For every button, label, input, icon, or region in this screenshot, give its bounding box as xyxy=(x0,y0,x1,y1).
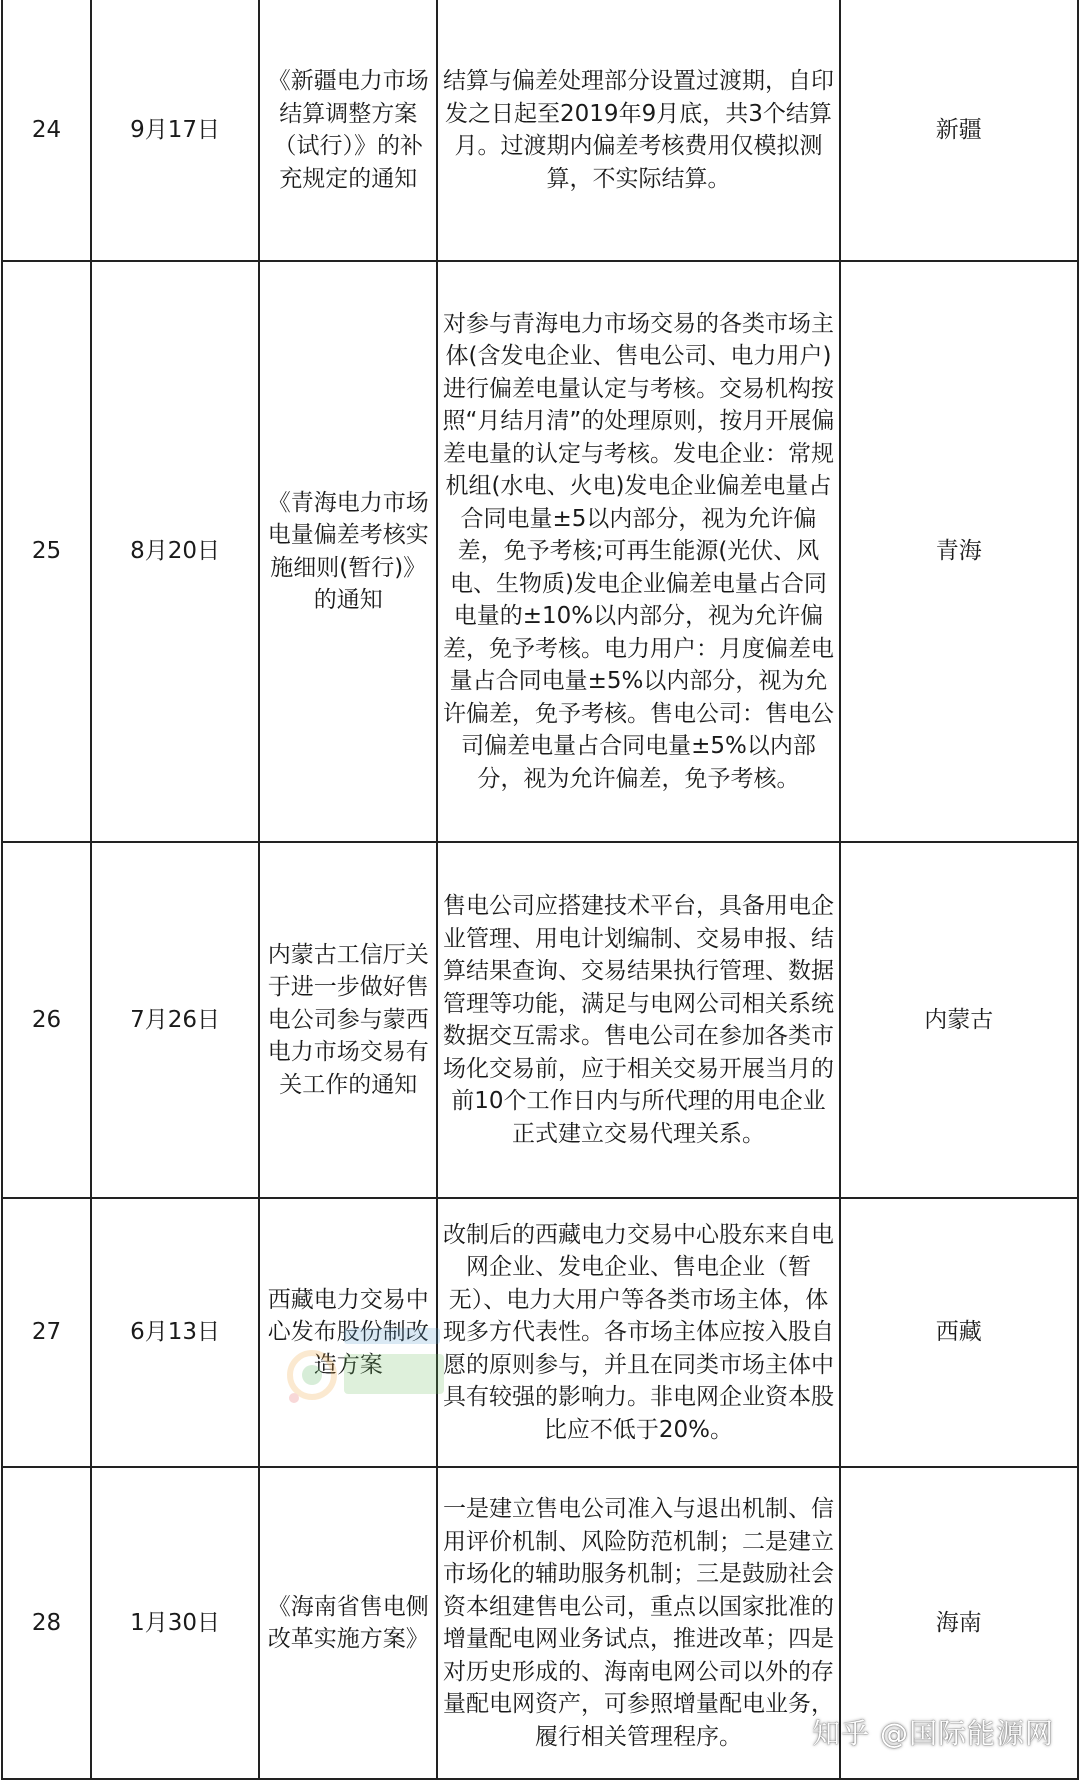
row-region: 青海 xyxy=(840,261,1078,842)
row-number: 25 xyxy=(2,261,91,842)
row-date: 8月20日 xyxy=(91,261,259,842)
row-policy-title: 《新疆电力市场结算调整方案（试行）》的补充规定的通知 xyxy=(259,0,437,261)
row-number: 28 xyxy=(2,1467,91,1779)
table-row xyxy=(2,261,1078,842)
row-policy-title: 内蒙古工信厅关于进一步做好售电公司参与蒙西电力市场交易有关工作的通知 xyxy=(259,842,437,1198)
row-policy-content: 改制后的西藏电力交易中心股东来自电网企业、发电企业、售电企业（暂无）、电力大用户等各类市场主体，体现多方代表性。各市场主体应按入股自愿的原则参与，并且在同类市场主体中具有较强的影响力。非电网企业资本股比应不低于20%。 xyxy=(437,1198,839,1467)
row-region: 西藏 xyxy=(840,1198,1078,1467)
row-policy-title: 《海南省售电侧改革实施方案》 xyxy=(259,1467,437,1779)
table-row xyxy=(2,1198,1078,1467)
row-date: 9月17日 xyxy=(91,0,259,261)
row-region: 内蒙古 xyxy=(840,842,1078,1198)
table-row xyxy=(2,842,1078,1198)
policy-table xyxy=(1,0,1079,1780)
row-policy-content: 结算与偏差处理部分设置过渡期，自印发之日起至2019年9月底，共3个结算月。过渡期内偏差考核费用仅模拟测算，不实际结算。 xyxy=(437,0,839,261)
table-row xyxy=(2,0,1078,261)
table-row xyxy=(2,1467,1078,1779)
watermark-platform: 知乎 xyxy=(812,1717,871,1750)
row-policy-title: 《青海电力市场电量偏差考核实施细则(暂行)》的通知 xyxy=(259,261,437,842)
row-date: 1月30日 xyxy=(91,1467,259,1779)
row-number: 27 xyxy=(2,1198,91,1467)
row-policy-content: 一是建立售电公司准入与退出机制、信用评价机制、风险防范机制；二是建立市场化的辅助服务机制；三是鼓励社会资本组建售电公司，重点以国家批准的增量配电网业务试点，推进改革；四是对历史形成的、海南电网公司以外的存量配电网资产，可参照增量配电业务，履行相关管理程序。 xyxy=(437,1467,839,1779)
row-policy-title: 西藏电力交易中心发布股份制改造方案 xyxy=(259,1198,437,1467)
row-date: 6月13日 xyxy=(91,1198,259,1467)
row-policy-content: 对参与青海电力市场交易的各类市场主体(含发电企业、售电公司、电力用户)进行偏差电量认定与考核。交易机构按照“月结月清”的处理原则，按月开展偏差电量的认定与考核。发电企业：常规机组(水电、火电)发电企业偏差电量占合同电量±5以内部分，视为允许偏差，免予考核;可再生能源(光伏、风电、生物质)发电企业偏差电量占合同电量的±10%以内部分，视为允许偏差，免予考核。电力用户：月度偏差电量占合同电量±5%以内部分，视为允许偏差，免予考核。售电公司：售电公司偏差电量占合同电量±5%以内部分，视为允许偏差，免予考核。 xyxy=(437,261,839,842)
row-region: 新疆 xyxy=(840,0,1078,261)
row-number: 26 xyxy=(2,842,91,1198)
watermark-account: @国际能源网 xyxy=(879,1717,1054,1750)
row-date: 7月26日 xyxy=(91,842,259,1198)
row-number: 24 xyxy=(2,0,91,261)
row-policy-content: 售电公司应搭建技术平台，具备用电企业管理、用电计划编制、交易申报、结算结果查询、交易结果执行管理、数据管理等功能，满足与电网公司相关系统数据交互需求。售电公司在参加各类市场化交易前，应于相关交易开展当月的前10个工作日内与所代理的用电企业正式建立交易代理关系。 xyxy=(437,842,839,1198)
row-region: 海南 xyxy=(840,1467,1078,1779)
